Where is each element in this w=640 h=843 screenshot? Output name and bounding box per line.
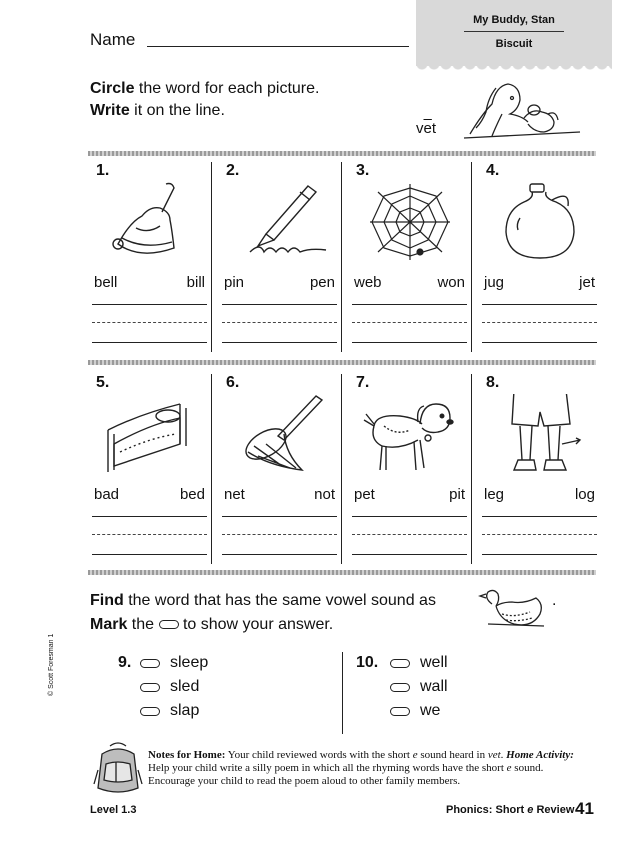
answer-line-mid — [352, 534, 467, 535]
question-9-choice-2[interactable] — [140, 678, 199, 696]
copyright: © Scott Foresman 1 — [48, 633, 55, 696]
word-choice[interactable]: bed — [179, 486, 205, 503]
instruction-write-bold: Write — [90, 102, 130, 119]
answer-line-top — [352, 304, 467, 305]
answer-line-bottom[interactable] — [92, 554, 207, 555]
dog-icon — [360, 394, 460, 474]
answer-line-top — [92, 516, 207, 517]
notes-text: vet — [487, 749, 501, 761]
instruction-mark-rest: to show your answer. — [178, 616, 334, 633]
leg-icon — [490, 394, 590, 474]
question-9-choice-1[interactable] — [140, 654, 208, 672]
instruction-circle — [90, 80, 319, 98]
item-number: 3. — [356, 162, 370, 179]
choice-label: slap — [170, 702, 200, 719]
question-10-number: 10. — [356, 654, 379, 671]
instruction-write — [90, 102, 225, 120]
instruction-mark-the: the — [127, 616, 155, 633]
word-choices — [94, 274, 205, 291]
answer-line-mid — [352, 322, 467, 323]
notes-text: sound heard in — [417, 749, 488, 761]
question-10-choice-1[interactable] — [390, 654, 448, 672]
story-banner — [416, 0, 612, 66]
notes-activity-label: Home Activity: — [506, 749, 574, 761]
choice-label: sleep — [170, 654, 209, 671]
answer-oval-icon[interactable] — [140, 707, 160, 716]
word-choices — [354, 274, 465, 291]
answer-oval-icon[interactable] — [390, 659, 410, 668]
word-choice[interactable]: net — [224, 486, 245, 503]
instruction-circle-bold: Circle — [90, 80, 135, 97]
answer-line-bottom[interactable] — [222, 342, 337, 343]
choice-label: wall — [420, 678, 448, 695]
item-7 — [346, 374, 473, 564]
word-choices — [224, 274, 335, 291]
choice-label: well — [420, 654, 448, 671]
instruction-mark-bold: Mark — [90, 616, 128, 633]
story-title: My Buddy, Stan — [473, 14, 555, 26]
answer-oval-icon[interactable] — [390, 707, 410, 716]
notes-text: Your child reviewed words with the short — [225, 749, 413, 761]
item-number: 5. — [96, 374, 110, 391]
word-choice[interactable]: jug — [484, 274, 505, 291]
divider-1 — [88, 151, 596, 156]
column-separator — [471, 162, 472, 352]
word-choice[interactable]: pin — [224, 274, 245, 291]
answer-line-bottom[interactable] — [482, 554, 597, 555]
instruction-find-bold: Find — [90, 592, 124, 609]
word-choice[interactable]: bill — [186, 274, 205, 291]
answer-line-mid — [222, 534, 337, 535]
instruction-circle-rest: the word for each picture. — [134, 80, 320, 97]
word-choice[interactable]: pet — [354, 486, 375, 503]
vet-illustration-icon — [462, 74, 582, 144]
page-number: 41 — [575, 799, 594, 818]
item-6 — [216, 374, 343, 564]
item-number: 8. — [486, 374, 500, 391]
jug-icon — [490, 182, 590, 262]
topic-prefix: Phonics: Short — [446, 804, 528, 816]
bell-icon — [100, 182, 200, 262]
word-choice[interactable]: jet — [579, 274, 595, 291]
choice-label: sled — [170, 678, 200, 695]
level-label: Level 1.3 — [90, 804, 137, 816]
divider-3 — [88, 570, 596, 575]
answer-line-mid — [92, 322, 207, 323]
word-choice[interactable]: leg — [484, 486, 505, 503]
web-icon — [360, 182, 460, 262]
column-separator — [341, 162, 342, 352]
item-number: 4. — [486, 162, 500, 179]
answer-line-bottom[interactable] — [222, 554, 337, 555]
word-choice[interactable]: bad — [94, 486, 120, 503]
backpack-icon — [92, 740, 144, 796]
answer-line-mid — [92, 534, 207, 535]
answer-line-top — [482, 516, 597, 517]
column-separator — [211, 374, 212, 564]
instruction-find-rest: the word that has the same vowel sound as — [123, 592, 436, 609]
example-word-prefix: v — [416, 120, 424, 137]
name-line[interactable] — [147, 46, 409, 47]
instruction-find-end: . — [552, 592, 557, 609]
answer-line-top — [352, 516, 467, 517]
answer-line-top — [482, 304, 597, 305]
answer-line-mid — [222, 322, 337, 323]
question-separator — [342, 652, 343, 734]
bed-icon — [100, 394, 200, 474]
word-choice[interactable]: log — [574, 486, 595, 503]
word-choice[interactable]: pen — [309, 274, 335, 291]
topic-vowel: e — [527, 804, 534, 816]
instruction-write-rest: it on the line. — [129, 102, 225, 119]
word-choices — [484, 486, 595, 503]
instruction-find — [90, 592, 436, 610]
notes-text: Help your child write a silly poem in which all the rhyming words have the short — [148, 762, 507, 774]
answer-line-mid — [482, 534, 597, 535]
word-choices — [484, 274, 595, 291]
divider-2 — [88, 360, 596, 365]
notes-label: Notes for Home: — [148, 749, 226, 761]
notes-text: e — [506, 762, 512, 774]
example-word — [416, 120, 436, 137]
item-3 — [346, 162, 473, 352]
notes-text: . — [500, 749, 507, 761]
question-10-choice-2[interactable] — [390, 678, 448, 696]
item-8 — [476, 374, 603, 564]
word-choices — [224, 486, 335, 503]
answer-line-bottom[interactable] — [352, 342, 467, 343]
answer-line-mid — [482, 322, 597, 323]
word-choice[interactable]: won — [437, 274, 465, 291]
answer-line-bottom[interactable] — [92, 342, 207, 343]
word-choices — [94, 486, 205, 503]
answer-oval-icon[interactable] — [390, 683, 410, 692]
answer-line-top — [92, 304, 207, 305]
item-number: 7. — [356, 374, 370, 391]
topic-suffix: Review — [533, 804, 575, 816]
question-10-choice-3[interactable] — [390, 702, 440, 720]
hen-icon — [478, 584, 550, 636]
story-rule — [464, 31, 564, 32]
answer-line-bottom[interactable] — [482, 342, 597, 343]
item-4 — [476, 162, 603, 352]
word-choice[interactable]: web — [354, 274, 382, 291]
item-1 — [86, 162, 213, 352]
item-5 — [86, 374, 213, 564]
word-choices — [354, 486, 465, 503]
item-2 — [216, 162, 343, 352]
notes-text: e — [412, 749, 418, 761]
answer-oval-icon — [159, 620, 179, 629]
item-number: 1. — [96, 162, 110, 179]
item-number: 2. — [226, 162, 240, 179]
pen-icon — [230, 182, 330, 262]
word-choice[interactable]: pit — [449, 486, 465, 503]
column-separator — [211, 162, 212, 352]
question-9-number: 9. — [118, 654, 132, 671]
choice-label: we — [420, 702, 441, 719]
column-separator — [341, 374, 342, 564]
answer-oval-icon[interactable] — [140, 683, 160, 692]
column-separator — [471, 374, 472, 564]
net-icon — [230, 394, 330, 474]
notes-for-home — [148, 749, 593, 788]
topic-label — [446, 804, 574, 816]
answer-oval-icon[interactable] — [140, 659, 160, 668]
word-choice[interactable]: bell — [94, 274, 118, 291]
example-word-suffix: t — [431, 120, 437, 137]
instruction-mark — [90, 616, 333, 634]
example-word-vowel: $\overline{e}$ — [423, 120, 432, 137]
answer-line-top — [222, 304, 337, 305]
word-choice[interactable]: not — [314, 486, 335, 503]
answer-line-top — [222, 516, 337, 517]
question-9-choice-3[interactable] — [140, 702, 199, 720]
notes-text: sound. Encourage your child to read the poem aloud to other family members. — [148, 762, 544, 787]
answer-line-bottom[interactable] — [352, 554, 467, 555]
name-label: Name — [90, 30, 136, 49]
story-subtitle: Biscuit — [495, 38, 533, 50]
item-number: 6. — [226, 374, 240, 391]
